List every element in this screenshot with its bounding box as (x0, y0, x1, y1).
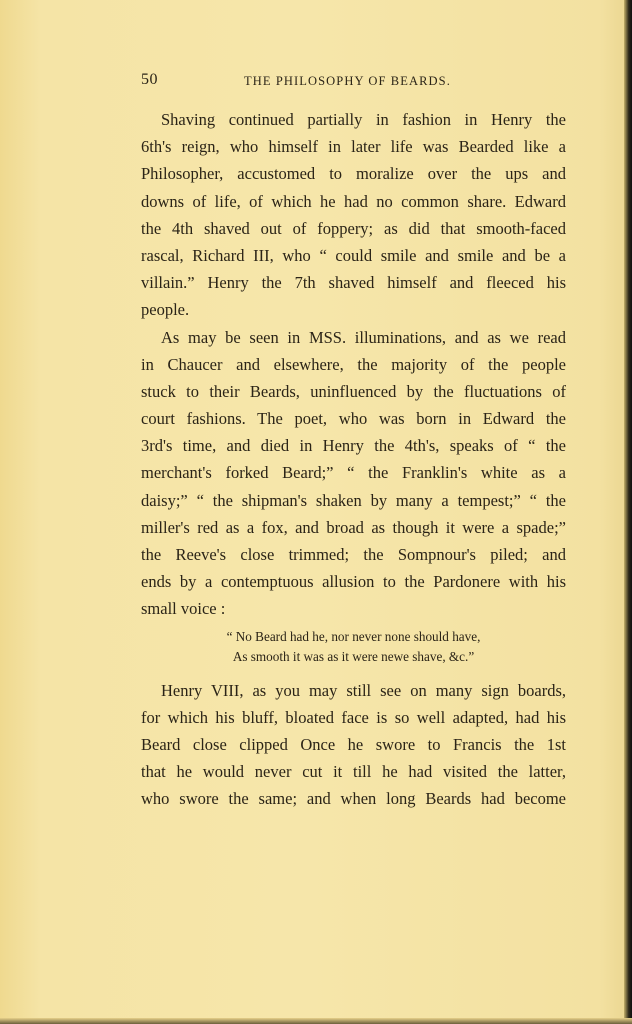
page-bottom-edge (0, 1018, 632, 1024)
text-line: miller's red as a fox, and broad as though it were a spade;” (141, 517, 566, 537)
text-line: court fashions. The poet, who was born in Edward the (141, 409, 566, 429)
block-quote (141, 627, 566, 667)
text-line: merchant's forked Beard;” “ the Franklin's white as a (141, 463, 566, 483)
quote-line: As smooth it was as it were newe shave, &c.” (232, 648, 475, 664)
body-text (141, 106, 566, 813)
text-line: that he would never cut it till he had visited the latter, (141, 762, 566, 782)
paragraph-3 (141, 677, 566, 813)
paragraph-2 (141, 324, 566, 623)
text-line: downs of life, of which he had no common share. Edward (141, 191, 566, 211)
text-line: who swore the same; and when long Beards had become (141, 789, 566, 809)
text-line: for which his bluff, bloated face is so well adapted, had his (141, 707, 566, 727)
text-line: stuck to their Beards, uninfluenced by the fluctuations of (141, 381, 566, 401)
quote-line: “ No Beard had he, nor never none should have, (226, 628, 481, 644)
text-line: small voice : (141, 599, 226, 619)
text-line: Shaving continued partially in fashion in Henry the (161, 110, 566, 129)
text-line: 6th's reign, who himself in later life was Bearded like a (141, 137, 566, 157)
text-line: rascal, Richard III, who “ could smile and smile and be a (141, 245, 566, 265)
text-line: daisy;” “ the shipman's shaken by many a tempest;” “ the (141, 490, 566, 510)
book-spine-edge (624, 0, 632, 1024)
text-line: Henry VIII, as you may still see on many sign boards, (161, 680, 566, 700)
text-line: Philosopher, accustomed to moralize over the ups and (141, 164, 566, 184)
text-line: the 4th shaved out of foppery; as did that smooth-faced (141, 218, 566, 238)
text-line: in Chaucer and elsewhere, the majority of the people (141, 354, 566, 374)
text-line: ends by a contemptuous allusion to the Pardonere with his (141, 572, 566, 592)
text-line: Beard close clipped Once he swore to Francis the 1st (141, 734, 566, 754)
text-line: people. (141, 300, 190, 320)
text-line: villain.” Henry the 7th shaved himself and fleeced his (141, 273, 566, 293)
running-title: THE PHILOSOPHY OF BEARDS. (244, 74, 451, 88)
text-line: As may be seen in MSS. illuminations, and as we read (161, 327, 566, 347)
text-line: 3rd's time, and died in Henry the 4th's, speaks of “ the (141, 436, 566, 456)
paragraph-1 (141, 106, 566, 324)
page-number: 50 (141, 71, 158, 88)
text-line: the Reeve's close trimmed; the Sompnour's piled; and (141, 545, 566, 564)
